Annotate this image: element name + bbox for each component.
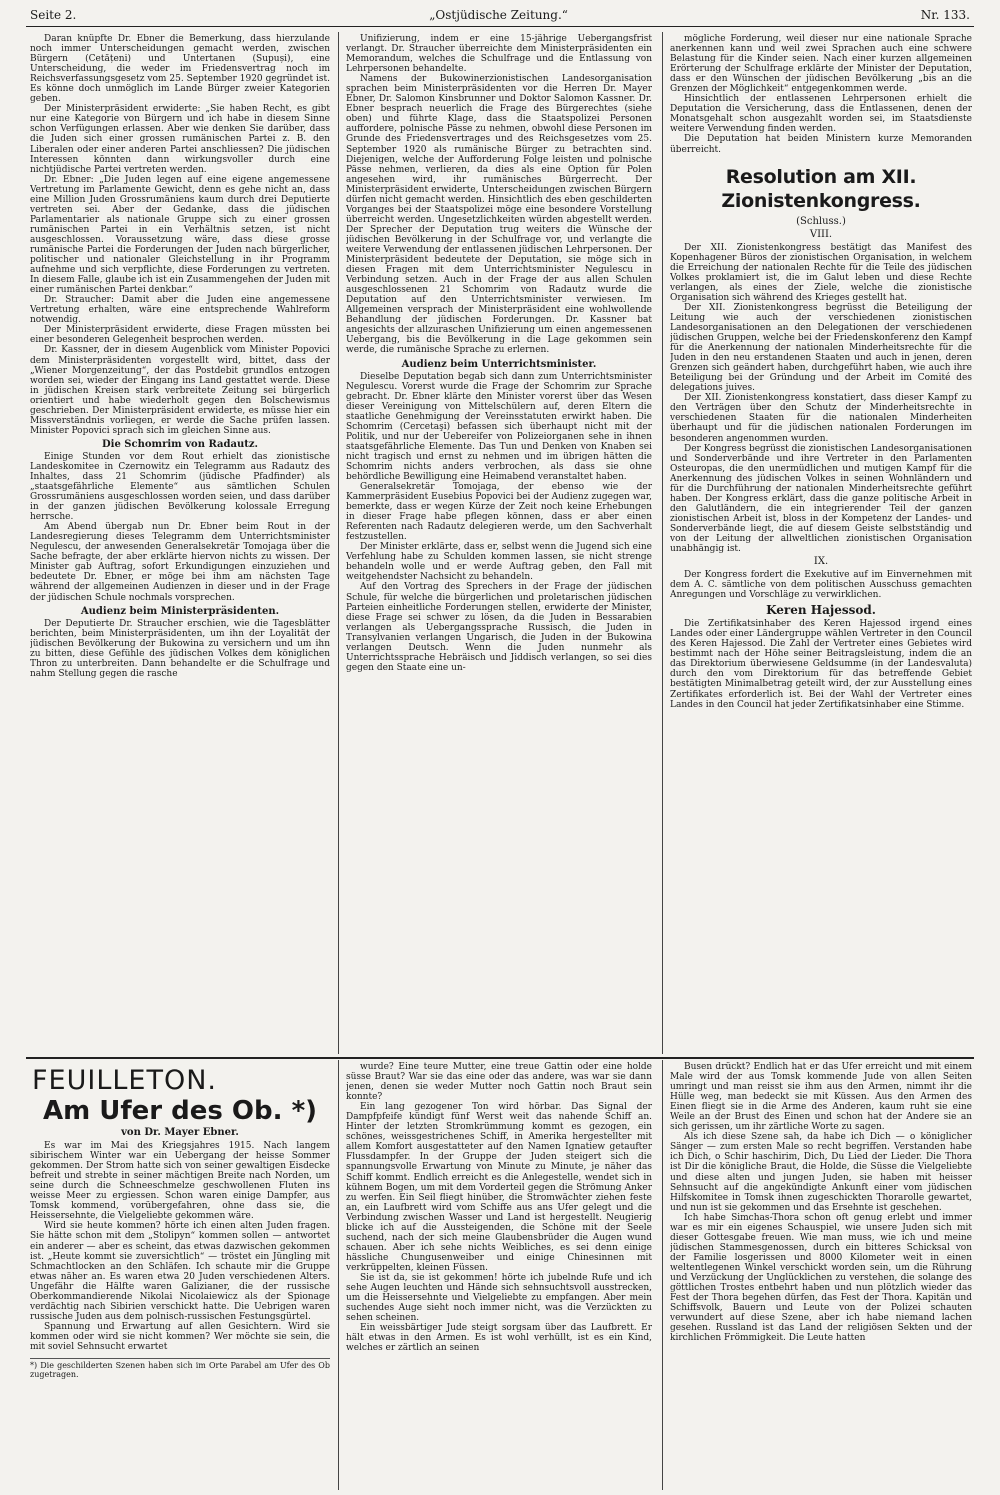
paragraph: Sie ist da, sie ist gekommen! hörte ich jubelnde Rufe und ich sehe Augen leuchten und Hände sich sehnsuchtsvoll ausstrecken, um die Heissersehnte und Vielgeliebte zu empfangen. Aber mein suchendes Auge sieht noch immer nicht, was die Verzückten zu sehen scheinen. bbox=[346, 1272, 652, 1324]
column-divider bbox=[338, 32, 339, 1054]
paragraph: Daran knüpfte Dr. Ebner die Bemerkung, dass hierzulande noch immer Unterscheidungen gemacht werden, zwischen Bürgern (Cetățeni) und Untertanen (Supuși), eine Unterscheidung, die weder im Friedensvertrag noch im Reichsverfassungsgesetz vom 25. September 1920 gegründet ist. Es könne doch unmöglich im Lande Bürger zweier Kategorien geben. bbox=[30, 34, 330, 105]
page-number: Seite 2. bbox=[30, 8, 77, 22]
newspaper-title: „Ostjüdische Zeitung.“ bbox=[429, 8, 568, 22]
section-heading: Audienz beim Unterrichtsminister. bbox=[401, 358, 597, 370]
paragraph: Der Ministerpräsident erwiderte: „Sie haben Recht, es gibt nur eine Kategorie von Bürgern und ich habe in diesem Sinne schon Verfügungen erlassen. Aber wie denken Sie darüber, dass die Juden sich einer grossen rumänischen Partei z. B. den Liberalen oder einer anderen Partei anschliessen? Die jüdischen Interessen könnten dann wirkungsvoller durch eine nichtjüdische Partei vertreten werden. bbox=[30, 104, 330, 175]
paragraph: Auf den Vortrag des Sprechers in der Frage der jüdischen Schule, für welche die bürgerlichen und proletarischen jüdischen Parteien einheitliche Forderungen stellen, erwiderte der Minister, diese Frage sei schwer zu lösen, da die Juden in Bessarabien verlangen als Uebergangssprache Russisch, die Juden in Transylvanien verlangen Ungarisch, die Juden in der Bukowina verlangen Deutsch. Wenn die Juden nunmehr als Unterrichtssprache Hebräisch und Jiddisch verlangen, so sei dies gegen den Staate eine un- bbox=[346, 582, 652, 673]
paragraph: Die Deputation hat beiden Ministern kurze Memoranden überreicht. bbox=[670, 134, 972, 155]
article-column-1 bbox=[30, 34, 330, 1052]
paragraph: Der Deputierte Dr. Straucher erschien, wie die Tagesblätter berichten, beim Ministerpräsidenten, um ihn der Loyalität der jüdischen Bevölkerung der Bukowina zu versichern und um ihn zu bitten, diese Gefühle des jüdischen Volkes dem königlichen Thron zu unterbreiten. Dann behandelte er die Schulfrage und nahm Stellung gegen die rasche bbox=[30, 618, 330, 679]
paragraph: Hinsichtlich der entlassenen Lehrpersonen erhielt die Deputation die Versicherung, dass die Entlassenen, denen der Monatsgehalt schon ausgezahlt worden sei, im Staatsdienste weitere Verwendung finden werden. bbox=[670, 94, 972, 135]
byline: von Dr. Mayer Ebner. bbox=[121, 1127, 239, 1138]
section-heading: Audienz beim Ministerpräsidenten. bbox=[80, 605, 280, 617]
paragraph: Unifizierung, indem er eine 15-jährige Uebergangsfrist verlangt. Dr. Straucher überreichte dem Ministerpräsidenten ein Memorandum, welches die Schulfrage und die Entlassung von Lehrpersonen behandelte. bbox=[346, 34, 652, 75]
footnote: *) Die geschilderten Szenen haben sich im Orte Parabel am Ufer des Ob zugetragen. bbox=[30, 1358, 330, 1379]
paragraph: Ich habe Simchas-Thora schon oft genug erlebt und immer war es mir ein eigenes Schauspiel, wie unsere Juden sich mit dieser Gottesgabe freuen. Wie man muss, wie ich und meine jüdischen Stammesgenossen, durch ein bitteres Schicksal von der Familie losgerissen und 8000 Kilometer weit in einen weltentlegenen Winkel verschickt worden sein, um die Rührung und Verzückung der Unglücklichen zu verstehen, die solange des göttlichen Trostes entbehrt haben und nun plötzlich wieder das Fest der Thora begehen dürfen, das Fest der Thora. Kapitän und Schiffsvolk, Bauern und Leute von der Polizei schauten verwundert auf diese Szene, aber ich habe niemand lachen gesehen. Russland ist das Land der religiösen Sekten und der kirchlichen Frömmigkeit. Die Leute hatten bbox=[670, 1212, 972, 1344]
paragraph: Der XII. Zionistenkongress bestätigt das Manifest des Kopenhagener Büros der zionistischen Organisation, in welchem die Erreichung der nationalen Rechte für die Teile des jüdischen Volkes proklamiert ist, die im Galut leben und diese Rechte verlangen, als eines der Ziele, welche die zionistische Organisation sich während des Krieges gestellt hat. bbox=[670, 242, 972, 303]
paragraph: Einige Stunden vor dem Rout erhielt das zionistische Landeskomitee in Czernowitz ein Telegramm aus Radautz des Inhaltes, dass 21 Schomrim (jüdische Pfadfinder) als „staatsgefährliche Elemente“ aus sämtlichen Schulen Grossrumäniens ausgeschlossen worden seien, und dass darüber in der ganzen jüdischen Bevölkerung kolossale Erregung herrsche. bbox=[30, 451, 330, 523]
paragraph: Der Kongress begrüsst die zionistischen Landesorganisationen und Sonderverbände und ihre Vertreter in den Parlamenten Osteuropas, die den unermüdlichen und mutigen Kampf für die Anerkennung des jüdischen Volkes in seinen Wohnländern und für die Durchführung der nationalen Minderheitsrechte geführt haben. Der Kongress erklärt, dass die ganze politische Arbeit in den Galutländern, die ein integrierender Teil der ganzen zionistischen Arbeit ist, bloss in der Kompetenz der Landes- und Sonderverbände liegt, die auf diesem Geiste selbstständig und von der Leitung der allweltlichen zionistischen Organisation unabhängig ist. bbox=[670, 443, 972, 555]
issue-number: Nr. 133. bbox=[920, 8, 970, 22]
section-number: IX. bbox=[813, 556, 829, 568]
paragraph: Es war im Mai des Kriegsjahres 1915. Nach langem sibirischem Winter war ein Uebergang der heisse Sommer gekommen. Der Strom hatte sich von seiner gewaltigen Eisdecke befreit und strebte in seiner mächtigen Breite nach Norden, um seine durch die Schneeschmelze geschwollenen Fluten ins weisse Meer zu ergiessen. Schon waren einige Dampfer, aus Tomsk kommend, vorübergefahren, ohne dass sie, die Heissersehnte, die Vielgeliebte gekommen wäre. bbox=[30, 1141, 330, 1222]
paragraph: Der XII. Zionistenkongress konstatiert, dass dieser Kampf zu den Verträgen über den Schutz der Minderheitsrechte in verschiedenen Staaten für die nationalen Minderheiten überhaupt und für die jüdischen nationalen Forderungen im besonderen angenommen wurden. bbox=[670, 393, 972, 444]
article-column-2 bbox=[346, 34, 652, 1052]
paragraph: Spannung und Erwartung auf allen Gesichtern. Wird sie kommen oder wird sie nicht kommen? Wer möchte sie sein, die mit soviel Sehnsucht erwartet bbox=[30, 1321, 330, 1352]
column-divider bbox=[662, 1060, 663, 1490]
paragraph: Der XII. Zionistenkongress begrüsst die Beteiligung der Leitung wie auch der verschiedenen zionistischen Landesorganisationen an den Delegationen der verschiedenen jüdischen Gruppen, welche bei der Friedenskonferenz den Kampf für die Anerkennung der nationalen Minderheitsrechte für die Juden in den neu erstandenen Staaten und auch in jenen, deren Grenzen sich geändert haben, durchgeführt haben, wie auch ihre Beteiligung bei der Gründung und der Arbeit im Comité des delegations juives. bbox=[670, 302, 972, 394]
column-divider bbox=[338, 1060, 339, 1490]
paragraph: Die Zertifikatsinhaber des Keren Hajessod irgend eines Landes oder einer Ländergruppe wählen Vertreter in den Council des Keren Hajessod. Die Zahl der Vertreter eines Gebietes wird bestimmt nach der Höhe seiner Beitragsleistung, indem die an das Direktorium überwiesene Geldsumme (in der Landesvaluta) durch den vom Direktorium für das betreffende Gebiet bestätigten Minimalbetrag geteilt wird, der zur Ausstellung eines Zertifikates erforderlich ist. Bei der Wahl der Vertreter eines Landes in den Council hat jeder Zertifikatsinhaber eine Stimme. bbox=[670, 619, 972, 710]
resolution-title: Resolution am XII. Zionistenkongress. bbox=[721, 165, 921, 212]
column-divider bbox=[662, 32, 663, 1054]
section-number: VIII. bbox=[809, 228, 833, 240]
paragraph: Der Minister erklärte, dass er, selbst wenn die Jugend sich eine Verfehlung habe zu Schulden kommen lassen, sie nicht strenge behandeln wolle und er werde Auftrag geben, den Fall mit weitgehendster Nachsicht zu behandeln. bbox=[346, 542, 652, 583]
paragraph: Ein weissbärtiger Jude steigt sorgsam über das Laufbrett. Er hält etwas in den Armen. Es ist wohl verhüllt, ist es ein Kind, welches er zärtlich an seinen bbox=[346, 1323, 652, 1354]
article-column-3 bbox=[670, 34, 972, 1052]
paragraph: Dr. Straucher: Damit aber die Juden eine angemessene Vertretung erhalten, wäre eine entsprechende Wahlreform notwendig. bbox=[30, 295, 330, 326]
feuilleton-column-3 bbox=[670, 1062, 972, 1490]
paragraph: Generalsekretär Tomojaga, der ebenso wie der Kammerpräsident Eusebius Popovici bei der Audienz zugegen war, bemerkte, dass er wegen Kürze der Zeit noch keine Erhebungen in dieser Frage habe pflegen können, dass er aber einen Referenten nach Radautz delegieren werde, um den Sachverhalt festzustellen. bbox=[346, 482, 652, 543]
paragraph: Am Abend übergab nun Dr. Ebner beim Rout in der Landesregierung dieses Telegramm dem Unterrichtsminister Negulescu, der anwesenden Generalsekretär Tomojaga über die Sache befragte, der aber erklärte hiervon nichts zu wissen. Der Minister gab Auftrag, sofort Erkundigungen einzuziehen und bedeutete Dr. Ebner, er möge bei ihm am nächsten Tage während der allgemeinen Audienzen in dieser und in der Frage der jüdischen Schule nochmals vorsprechen. bbox=[30, 522, 330, 603]
feuilleton-title: Am Ufer des Ob. *) bbox=[42, 1096, 318, 1126]
paragraph: Als ich diese Szene sah, da habe ich Dich — o königlicher Sänger — zum ersten Male so recht begriffen. Verstanden habe ich Dich, o Schir haschirim, Dich, Du Lied der Lieder. Die Thora ist Dir die königliche Braut, die Holde, die Süsse die Vielgeliebte und diese alten und jungen Juden, sie haben mit heisser Sehnsucht auf die angekündigte Ankunft einer vom jüdischen Hilfskomitee in Tomsk ihnen zugeschickten Thorarolle gewartet, und nun ist sie gekommen und das Ersehnte ist geschehen. bbox=[670, 1132, 972, 1213]
header-rule bbox=[26, 26, 974, 27]
paragraph: Dr. Kassner, der in diesem Augenblick vom Minister Popovici dem Ministerpräsidenten vorgestellt wird, bittet, dass der „Wiener Morgenzeitung“, der das Postdebit grundlos entzogen worden sei, wieder der Eingang ins Land gestattet werde. Diese in jüdischen Kreisen stark verbreitete Zeitung sei bürgerlich orientiert und habe wiederholt gegen den Bolschewismus geschrieben. Der Ministerpräsident erwiderte, es müsse hier ein Missverständnis vorliegen, er werde die Sache prüfen lassen. Minister Popovici sprach sich im gleichen Sinne aus. bbox=[30, 345, 330, 436]
section-heading: Die Schomrim von Radautz. bbox=[101, 438, 259, 450]
feuilleton-label: FEUILLETON. bbox=[32, 1065, 217, 1096]
paragraph: mögliche Forderung, weil dieser nur eine nationale Sprache anerkennen kann und weil zwei Sprachen auch eine schwere Belastung für die Kinder seien. Nach einer kurzen allgemeinen Erörterung der Schulfrage erklärte der Minister der Deputation, dass er den Wünschen der jüdischen Bevölkerung „bis an die Grenzen der Möglichkeit“ entgegenkommen werde. bbox=[670, 34, 972, 95]
feuilleton-column-2 bbox=[346, 1062, 652, 1490]
paragraph: wurde? Eine teure Mutter, eine treue Gattin oder eine holde süsse Braut? War sie das eine oder das andere, was war sie dann jenen, denen sie weder Mutter noch Gattin noch Braut sein konnte? bbox=[346, 1062, 652, 1103]
paragraph: Wird sie heute kommen? hörte ich einen alten Juden fragen. Sie hätte schon mit dem „Stolipyn“ kommen sollen — antwortet ein anderer — aber es scheint, das etwas dazwischen gekommen ist. „Heute kommt sie zuversichtlich“ — tröstet ein Jüngling mit Schmachtlocken an den Schläfen. Ich schaute mir die Gruppe etwas näher an. Es waren etwa 20 Juden verschiedenen Alters. Ungefähr die Hälfte waren Galizianer, die der russische Oberkommandierende Nikolai Nicolaiewicz als der Spionage verdächtig nach Sibirien verschickt hatte. Die Uebrigen waren russische Juden aus dem polnisch-russischen Festungsgürtel. bbox=[30, 1221, 330, 1322]
paragraph: Der Ministerpräsident erwiderte, diese Fragen müssten bei einer besonderen Gelegenheit besprochen werden. bbox=[30, 325, 330, 346]
paragraph: Dieselbe Deputation begab sich dann zum Unterrichtsminister Negulescu. Vorerst wurde die Frage der Schomrim zur Sprache gebracht. Dr. Ebner klärte den Minister vorerst über das Wesen dieser Vereinigung von Mittelschülern auf, deren Eltern die staatliche Genehmigung der Vereinsstatuten erwirkt haben. Die Schomrim (Cercetaşi) befassen sich überhaupt nicht mit der Politik, und nur der Uebereifer von Polizeiorganen sehe in ihnen staatsgefährliche Elemente. Das Tun und Denken von Knaben sei nicht tragisch und ernst zu nehmen und im übrigen hätten die Schomrim nichts anders verbrochen, als dass sie ohne behördliche Bewilligung eine Heimabend veranstaltet haben. bbox=[346, 371, 652, 482]
paragraph: Namens der Bukowinerzionistischen Landesorganisation sprachen beim Ministerpräsidenten vor die Herren Dr. Mayer Ebner, Dr. Salomon Kinsbrunner und Doktor Salomon Kassner. Dr. Ebner besprach neuerlich die Frage des Bürgerechtes (siehe oben) und führte Klage, dass die Staatspolizei Personen auffordere, polnische Pässe zu nehmen, obwohl diese Personen im Grunde des Friedensvertrages und des Reichsgesetzes vom 25. September 1920 als rumänische Bürger zu betrachten sind. Diejenigen, welche der Aufforderung Folge leisten und polnische Pässe nehmen, verlieren, da dies als eine Option für Polen angesehen wird, ihr rumänisches Bürgerrecht. Der Ministerpräsident erwiderte, Unterscheidungen zwischen Bürgern dürfen nicht gemacht werden. Hinsichtlich des eben geschilderten Vorganges bei der Staatspolizei möge eine besondere Vorstellung überreicht werden. Ungesetzlichkeiten würden abgestellt werden. Der Sprecher der Deputation trug weiters die Wünsche der jüdischen Bevölkerung in der Schulfrage vor, und verlangte die weitere Verwendung der entlassenen jüdischen Lehrpersonen. Der Ministerpräsident bedeutete der Deputation, sie möge sich in diesen Fragen mit dem Unterrichtsminister Negulescu in Verbindung setzen. Auch in der Frage der aus allen Schulen ausgeschlossenen 21 Schomrim von Radautz wurde die Deputation auf den Unterrichtsminister verwiesen. Im Allgemeinen versprach der Ministerpräsident eine wohlwollende Behandlung der jüdischen Forderungen. Dr. Kassner bat angesichts der allzuraschen Unifizierung um einen angemessenen Uebergang, bis die Bevölkerung in die Lage gekommen sein werde, die rumänische Sprache zu erlernen. bbox=[346, 74, 652, 356]
feuilleton-column-1 bbox=[30, 1062, 330, 1490]
paragraph: Busen drückt? Endlich hat er das Ufer erreicht und mit einem Male wird der aus Tomsk kommende Jude von allen Seiten umringt und man reisst sie ihm aus den Armen, nimmt ihr die Hülle weg, man bedeckt sie mit Küssen. Aus den Armen des Einen fliegt sie in die Arme des Anderen, kaum ruht sie eine Weile an der Brust des Einen und schon hat der Andere sie an sich gerissen, um ihr zärtliche Worte zu sagen. bbox=[670, 1062, 972, 1133]
paragraph: Dr. Ebner: „Die Juden legen auf eine eigene angemessene Vertretung im Parlamente Gewicht, denn es gehe nicht an, dass eine Million Juden Grossrumäniens kaum durch drei Deputierte vertreten sei. Aber der Gedanke, dass die jüdischen Parlamentarier als nationale Gruppe sich zu einer grossen rumänischen Partei in ein Verhältnis setzen, ist nicht ausgeschlossen. Voraussetzung wäre, dass diese grosse rumänische Partei die Forderungen der Juden nach bürgerlicher, politischer und nationaler Gleichstellung in ihr Programm aufnehme und sich verpflichte, diese Forderungen zu vertreten. In diesem Falle, glaube ich ist ein Zusammengehen der Juden mit einer rumänischen Partei denkbar.“ bbox=[30, 174, 330, 296]
section-heading: Keren Hajessod. bbox=[766, 603, 876, 618]
paragraph: Ein lang gezogener Ton wird hörbar. Das Signal der Dampfpfeife kündigt fünf Werst weit das nahende Schiff an. Hinter der letzten Stromkrümmung kommt es gezogen, ein schönes, weissgestrichenes Schiff, in Amerika hergestellter mit allem Komfort ausgestatteter auf den Namen Ignatiew getaufter Flussdampfer. In der Gruppe der Juden steigert sich die spannungsvolle Erwartung von Minute zu Minute, je näher das Schiff kommt. Endlich erreicht es die Anlegestelle, wendet sich in kühnem Bogen, um mit dem Vorderteil gegen die Strömung Anker zu werfen. Ein Seil fliegt hinüber, die Stromwächter ziehen feste an, ein Laufbrett wird vom Schiffe aus ans Ufer gelegt und die Verbindung zwischen Wasser und Land ist hergestellt. Neugierig blicke ich auf die Aussteigenden, die Schöne mit der Seele suchend, nach der sich meine Glaubensbrüder die Augen wund schauen. Aber ich sehe nichts Weibliches, es sei denn einige hässliche Chungusenweiber und einige Chinesinnen mit verkrüppelten, kleinen Füssen. bbox=[346, 1102, 652, 1273]
feuilleton-separator bbox=[26, 1057, 974, 1059]
resolution-subtitle: (Schluss.) bbox=[796, 215, 846, 227]
paragraph: Der Kongress fordert die Exekutive auf im Einvernehmen mit dem A. C. sämtliche von dem politischen Ausschuss gemachten Anregungen und Vorschläge zu verwirklichen. bbox=[670, 570, 972, 601]
page-header bbox=[30, 6, 970, 24]
